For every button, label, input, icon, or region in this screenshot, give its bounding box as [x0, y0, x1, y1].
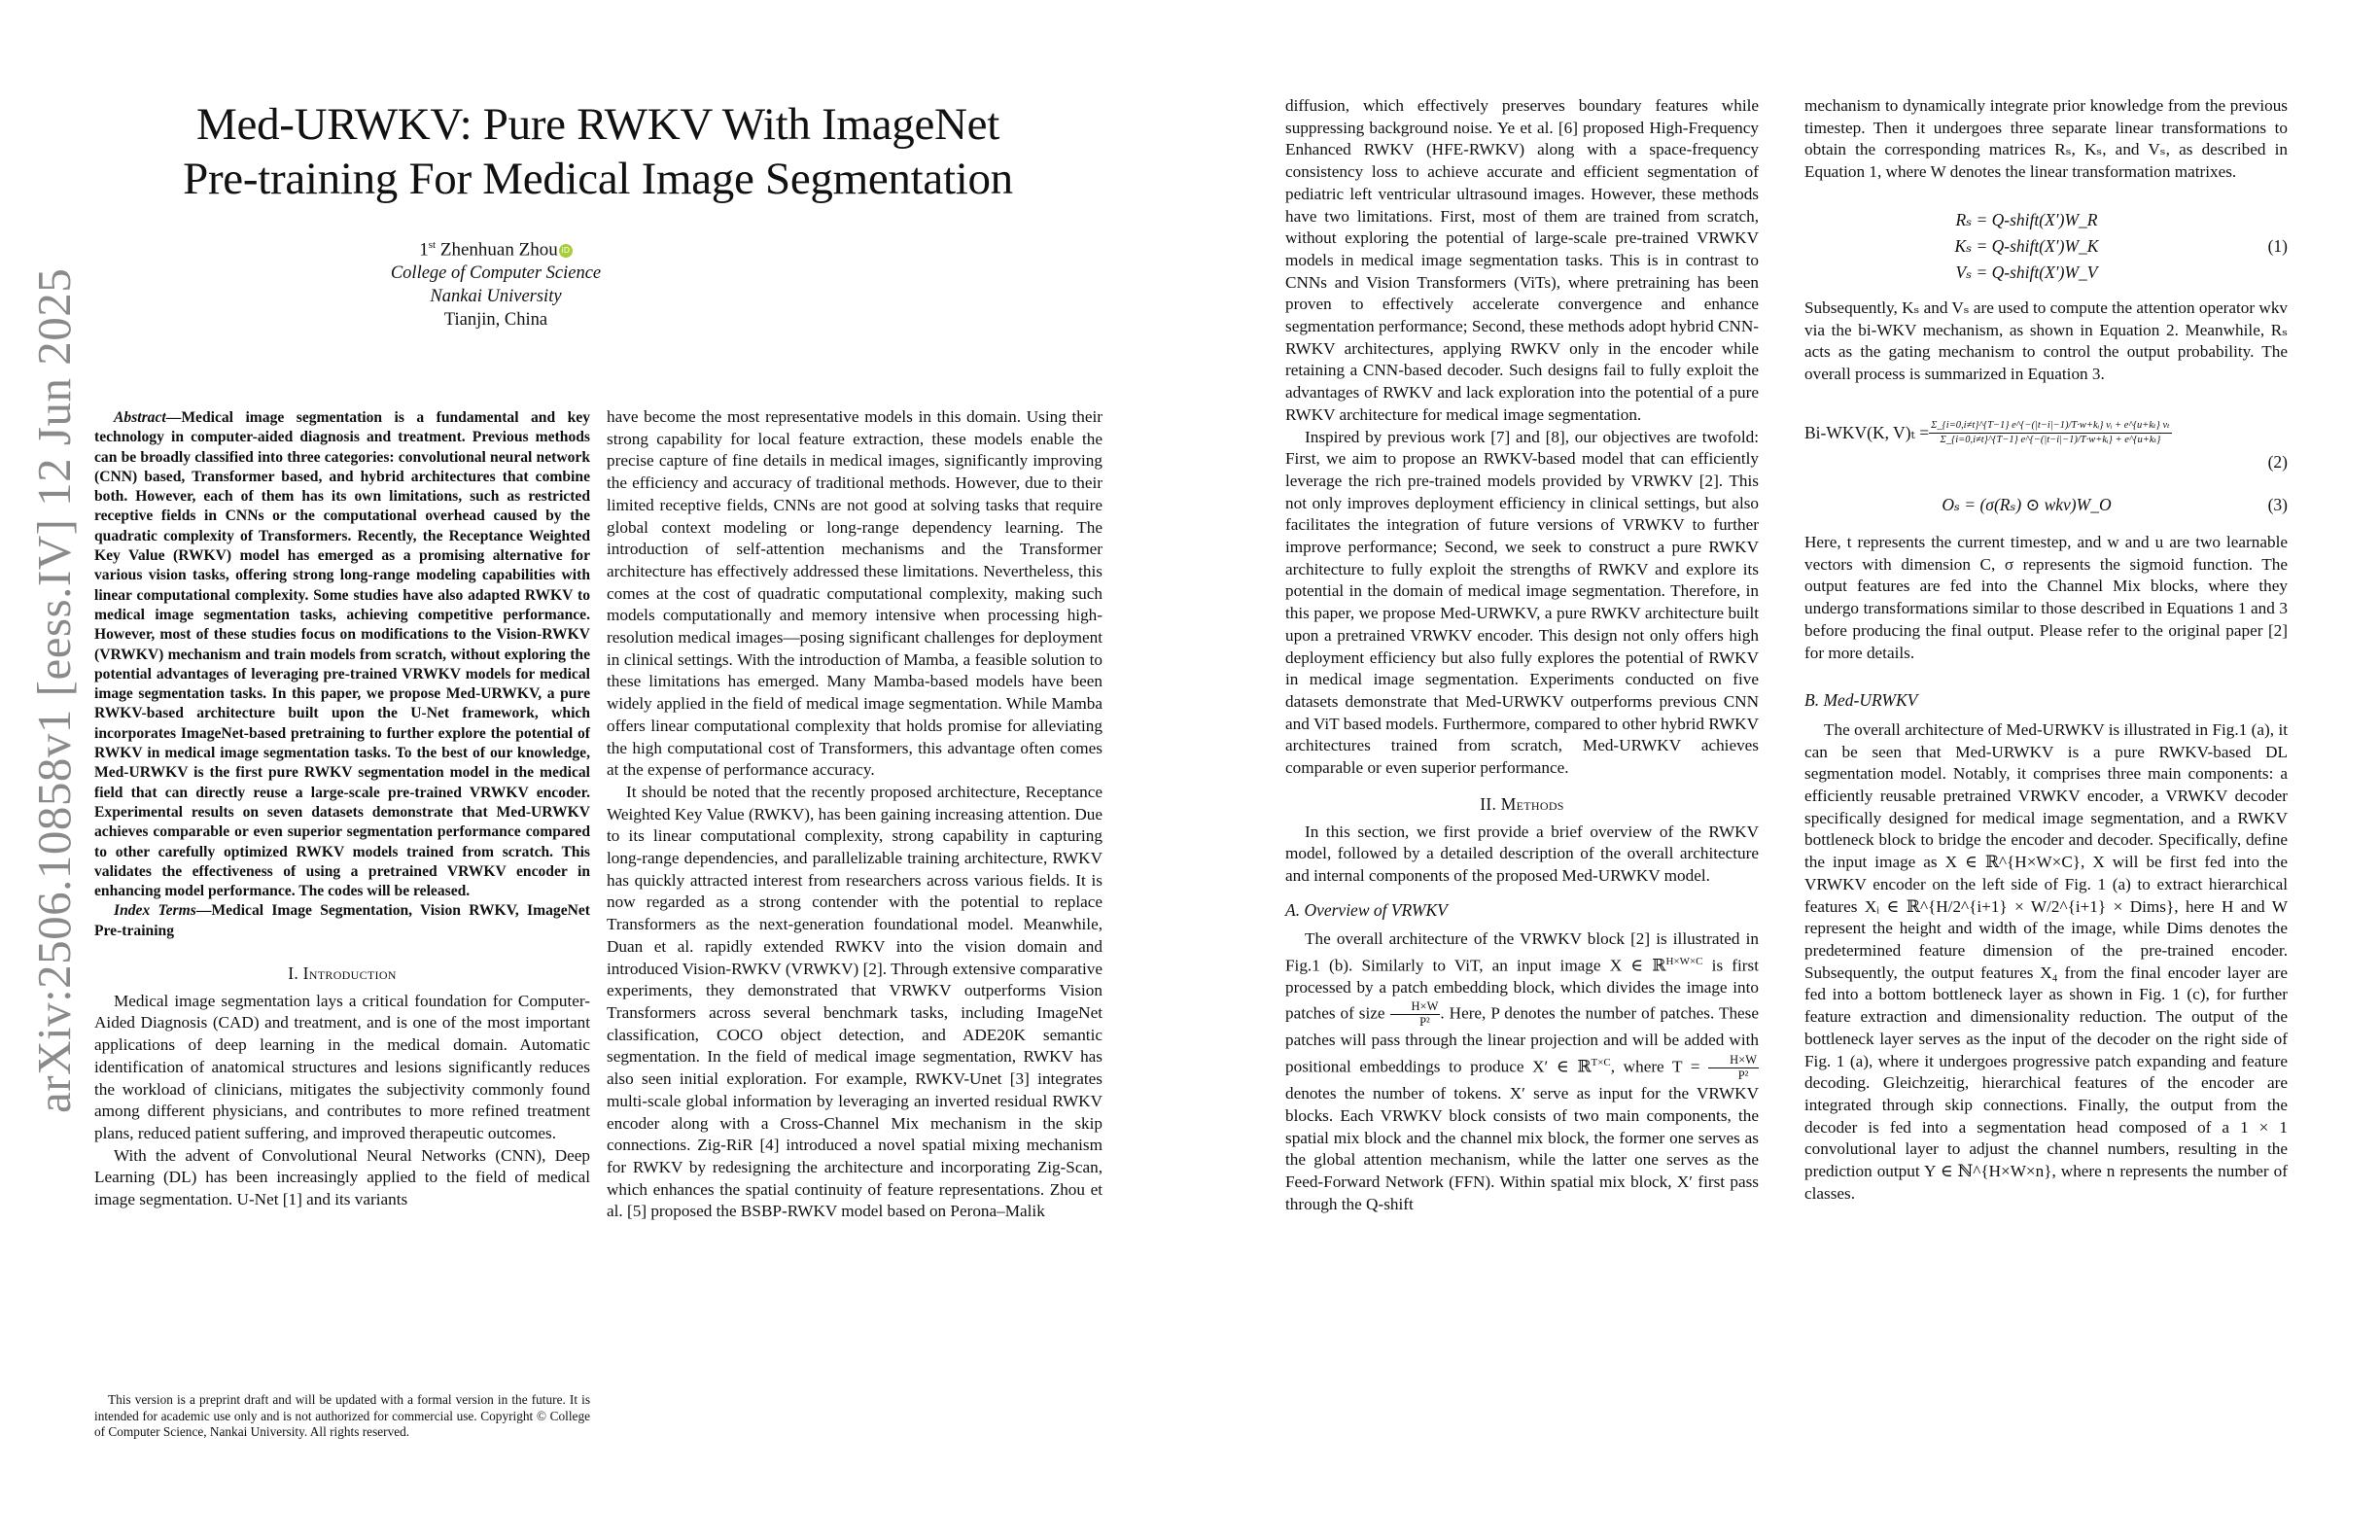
fraction-numerator: H×W: [1390, 999, 1441, 1015]
methods-paragraph-1: In this section, we first provide a brief overview of the RWKV model, followed by a detailed description of the overall architecture and internal components of the proposed Med-URWKV model.: [1285, 822, 1759, 885]
author-ordinal: 1: [419, 239, 429, 261]
intro-paragraph-2-cont: have become the most representative models in this domain. Using their strong capability for local feature extraction, these models enable the precise capture of fine details in medical images, significantly improving the efficiency and accuracy of traditional methods. However, due to their limited receptive fields, CNNs are not good at solving tasks that require global context modeling or long-range dependency learning. The introduction of self-attention mechanisms and the Transformer architecture has effectively addressed these limitations. Nevertheless, this comes at the cost of quadratic computational complexity, making such models computationally and memory intensive when processing high-resolution medical images—posing significant challenges for deployment in clinical settings. With the introduction of Mamba, a feasible solution to these limitations has emerged. Many Mamba-based models have been widely applied in the field of medical image segmentation. While Mamba offers linear computational complexity that holds promise for alleviating the high computational cost of Transformers, this advantage often comes at the expense of performance accuracy.: [607, 407, 1102, 780]
arxiv-stamp: arXiv:2506.10858v1 [eess.IV] 12 Jun 2025: [27, 267, 81, 1113]
equation-3-number: (3): [2267, 495, 2288, 515]
intro-paragraph-3: It should be noted that the recently proposed architecture, Receptance Weighted Key Value (RWKV), has been gaining increasing attention. Due to its linear computational complexity, strong capability in capturing long-range dependencies, and parallelizable training architecture, RWKV has quickly attracted interest from researchers across various fields. It is now regarded as a strong contender with the potential to replace Transformers as the next-generation foundational model. Meanwhile, Duan et al. rapidly extended RWKV into the vision domain and introduced Vision-RWKV (VRWKV) [2]. Through extensive comparative experiments, they demonstrated that VRWKV outperforms Vision Transformers across several benchmark tasks, including ImageNet classification, COCO object detection, and ADE20K semantic segmentation. In the field of medical image segmentation, RWKV has also seen initial exploration. For example, RWKV-Unet [3] integrates multi-scale global information by leveraging an inverted residual RWKV encoder along with a Cross-Channel Mix mechanism in the skip connections. Zig-RiR [4] introduced a novel spatial mixing mechanism for RWKV by redesigning the architecture and incorporating Zig-Scan, which enhances the spatial continuity of feature representations. Zhou et al. [5] proposed the BSBP-RWKV model based on Perona–Malik: [607, 782, 1102, 1221]
author-location: Tianjin, China: [443, 310, 548, 331]
equation-1-line-r: Rₛ = Q-shift(X′)W_R: [1955, 209, 2098, 229]
equation-2-fraction: [1929, 419, 2172, 447]
overview-paragraph: [1285, 928, 1759, 1215]
fraction-denominator: P²: [1419, 1015, 1430, 1030]
orcid-icon[interactable]: iD: [559, 244, 573, 258]
paper-title: [117, 97, 1079, 206]
section-heading-introduction: I. Introduction: [288, 963, 397, 984]
author-affiliation-university: Nankai University: [430, 287, 562, 307]
equation-1-body: [1804, 207, 2249, 286]
tokens-fraction: [1708, 1053, 1759, 1083]
equation-2-lhs: Bi-WKV(K, V)ₜ =: [1804, 422, 1930, 442]
title-line-2: Pre-training For Medical Image Segmentation: [183, 154, 1013, 204]
section-heading-methods: II. Methods: [1480, 793, 1564, 814]
fraction-denominator: P²: [1737, 1068, 1749, 1083]
page2-column-left: [1285, 95, 1759, 1215]
overview-text-3: . Here, P denotes the number of patches. These patches will pass through the linear projection and will be added with positional embeddings to produce X′ ∈ ℝ: [1285, 1003, 1759, 1076]
qshift-paragraph: mechanism to dynamically integrate prior knowledge from the previous timestep. Then it undergoes three separate linear transformations to obtain the corresponding matrices Rₛ, Kₛ, and Vₛ, as described in Equation 1, where W denotes the linear transformation matrixes.: [1804, 96, 2288, 182]
equation-2: [1804, 419, 2288, 447]
index-terms-text: —Medical Image Segmentation, Vision RWKV, ImageNet Pre-training: [94, 902, 590, 939]
intro-paragraph-4: Inspired by previous work [7] and [8], our objectives are twofold: First, we aim to propose an RWKV-based model that can efficiently leverage the rich pre-trained models provided by VRWKV [2]. This not only improves deployment efficiency in clinical settings, but also facilitates the integration of future versions of VRWKV to further improve performance; Second, we seek to construct a pure RWKV architecture to fully exploit the strengths of RWKV and explore its potential in the domain of medical image segmentation. Therefore, in this paper, we propose Med-URWKV, a pure RWKV architecture built upon a pretrained VRWKV encoder. This design not only offers high deployment efficiency but also fully explores the potential of RWKV in medical image segmentation. Experiments conducted on five datasets demonstrate that Med-URWKV outperforms previous CNN and ViT based models. Furthermore, compared to other hybrid RWKV architectures trained from scratch, Med-URWKV achieves comparable or even superior performance.: [1285, 427, 1759, 778]
overview-text-2: is first processed by a patch embedding block, which divides the image into patches of size: [1285, 956, 1759, 1023]
equation-1-line-k: Kₛ = Q-shift(X′)W_K: [1954, 235, 2099, 256]
author-affiliation-college: College of Computer Science: [390, 263, 602, 284]
variables-paragraph: Here, t represents the current timestep, and w and u are two learnable vectors with dimension C, σ represents the sigmoid function. The output features are fed into the Channel Mix blocks, where they undergo transformations similar to those described in Equations 1 and 3 before producing the final output. Please refer to the original paper [2] for more details.: [1804, 533, 2288, 662]
abstract-paragraph: [94, 408, 590, 901]
overview-sup-1: H×W×C: [1665, 956, 1703, 968]
subsection-heading-b: B. Med-URWKV: [1804, 690, 1918, 711]
author-block: [292, 233, 700, 332]
equation-2-numerator: Σ_{i=0,i≠t}^{T−1} e^{−(|t−i|−1)/T·w+kᵢ} vᵢ + e^{u+kₜ} vₜ: [1929, 419, 2172, 434]
abstract: [94, 408, 590, 941]
equation-1-number: (1): [2267, 235, 2288, 256]
index-terms-label: Index Terms: [114, 902, 196, 920]
title-line-1: Med-URWKV: Pure RWKV With ImageNet: [196, 99, 999, 150]
index-terms: [94, 901, 590, 941]
abstract-text: —Medical image segmentation is a fundamental and key technology in computer-aided diagnosis and treatment. Previous methods can be broadly classified into three categories: convolutional neural network (CNN) based, Transformer based, and hybrid architectures that combine both. However, each of them has its own limitations, such as restricted receptive fields in CNNs or the computational overhead caused by the quadratic complexity of Transformers. Recently, the Receptance Weighted Key Value (RWKV) model has emerged as a promising alternative for various vision tasks, offering strong long-range modeling capabilities with linear computational complexity. Some studies have also adapted RWKV to medical image segmentation tasks, achieving competitive performance. However, most of these studies focus on modifications to the Vision-RWKV (VRWKV) mechanism and train models from scratch, without exploring the potential advantages of leveraging pre-trained VRWKV models for medical image segmentation tasks. In this paper, we propose Med-URWKV, a pure RWKV-based architecture built upon the U-Net framework, which incorporates ImageNet-based pretraining to further explore the potential of RWKV in medical image segmentation tasks. To the best of our knowledge, Med-URWKV is the first pure RWKV segmentation model in the medical field that can directly reuse a large-scale pre-trained VRWKV encoder. Experimental results on seven datasets demonstrate that Med-URWKV achieves comparable or even superior segmentation performance compared to other carefully optimized RWKV models trained from scratch. This validates the effectiveness of using a pretrained VRWKV encoder in enhancing model performance. The codes will be released.: [94, 409, 590, 900]
overview-text-1: The overall architecture of the VRWKV block [2] is illustrated in Fig.1 (b). Similarly to ViT, an input image X ∈ ℝ: [1285, 929, 1759, 975]
footnote-text: This version is a preprint draft and will be updated with a formal version in the future. It is intended for academic use only and is not authorized for commercial use. Copyright © College of Computer Science, Nankai University. All rights reserved.: [94, 1392, 590, 1439]
med-urwkv-paragraph: The overall architecture of Med-URWKV is illustrated in Fig.1 (a), it can be seen that Med-URWKV is a pure RWKV-based DL segmentation model. Notably, it comprises three main components: a efficiently reusable pretrained VRWKV encoder, a VRWKV decoder specifically designed for medical image segmentation, and a RWKV bottleneck block to bridge the encoder and decoder. Specifically, define the input image as X ∈ ℝ^{H×W×C}, X will be first fed into the VRWKV encoder on the left side of Fig. 1 (a) to extract hierarchical features Xᵢ ∈ ℝ^{H/2^{i+1} × W/2^{i+1} × Dims}, here H and W represent the height and width of the image, while Dims denotes the predetermined feature dimension of the pre-trained encoder. Subsequently, the output features X₄ from the final encoder layer are fed into a bottom bottleneck layer as shown in Fig. 1 (c), for further feature extraction and dimensionality reduction. The output of the bottleneck layer serves as the input of the decoder on the right side of Fig. 1 (a), where it undergoes progressive patch expanding and feature decoding. Gleichzeitig, hierarchical features of the encoder are integrated through skip connections. Finally, the output from the decoder is fed into a segmentation head composed of a 1 × 1 convolutional layer to adjust the channel numbers, resulting in the prediction output Y ∈ ℕ^{H×W×n}, where n represents the number of classes.: [1804, 719, 2288, 1203]
equation-3-body: Oₛ = (σ(Rₛ) ⊙ wkv)W_O: [1942, 495, 2112, 515]
overview-text-5: denotes the number of tokens. X′ serve as input for the VRWKV blocks. Each VRWKV block consists of two main components, the spatial mix block and the channel mix block, the former one serves as the global attention mechanism, while the latter one serves as the Feed-Forward Network (FFN). Within spatial mix block, X′ first pass through the Q-shift: [1285, 1084, 1759, 1213]
footnote: [94, 1392, 590, 1441]
equation-1-line-v: Vₛ = Q-shift(X′)W_V: [1955, 262, 2098, 282]
page2-column-right: [1804, 95, 2288, 1205]
page1-column-left: [94, 408, 590, 1211]
equation-2-denominator: Σ_{i=0,i≠t}^{T−1} e^{−(|t−i|−1)/T·w+kᵢ} + e^{u+kₜ}: [1940, 434, 2161, 445]
overview-text-4: , where T =: [1610, 1057, 1709, 1076]
intro-paragraph-2: With the advent of Convolutional Neural Networks (CNN), Deep Learning (DL) has been increasingly applied to the field of medical image segmentation. U-Net [1] and its variants: [94, 1145, 590, 1209]
patch-size-fraction: [1390, 999, 1441, 1030]
biwkv-paragraph: Subsequently, Kₛ and Vₛ are used to compute the attention operator wkv via the bi-WKV mechanism, as shown in Equation 2. Meanwhile, Rₛ acts as the gating mechanism to control the output probability. The overall process is summarized in Equation 3.: [1804, 298, 2289, 383]
equation-2-number: (2): [2267, 451, 2288, 472]
intro-paragraph-3-cont: diffusion, which effectively preserves boundary features while suppressing background noise. Ye et al. [6] proposed High-Frequency Enhanced RWKV (HFE-RWKV) along with a space-frequency consistency loss to achieve accurate and efficient segmentation of pediatric left ventricular ultrasound images. However, these methods have two limitations. First, most of them are trained from scratch, without exploring the potential of large-scale pre-trained VRWKV models in medical image segmentation tasks. This is in contrast to CNNs and Vision Transformers (ViTs), where pretraining has been proven to effectively accelerate convergence and enhance segmentation performance; Second, these methods adopt hybrid CNN-RWKV architectures, applying RWKV only in the encoder while retaining a CNN-based decoder. Such designs fail to fully exploit the advantages of RWKV and lack exploration into the potential of a pure RWKV architecture for medical image segmentation.: [1285, 96, 1759, 424]
intro-paragraph-1: Medical image segmentation lays a critical foundation for Computer-Aided Diagnosis (CAD) and treatment, and is one of the most important applications of deep learning in the medical domain. Automatic identification of anatomical structures and lesions significantly reduces the workload of clinicians, mitigates the subjectivity commonly found among different physicians, and contributes to more refined treatment plans, reduced patient suffering, and improved therapeutic outcomes.: [94, 991, 590, 1142]
subsection-heading-a: A. Overview of VRWKV: [1285, 899, 1448, 920]
author-name-line: [292, 233, 700, 262]
author-ordinal-sup: st: [428, 239, 437, 251]
fraction-numerator: H×W: [1708, 1053, 1759, 1068]
equation-1: [1804, 207, 2288, 286]
author-name: Zhenhuan Zhou: [439, 239, 558, 261]
overview-sup-2: T×C: [1591, 1056, 1611, 1068]
equation-3: [1804, 494, 2288, 516]
abstract-label: Abstract: [114, 409, 166, 426]
page1-column-right: [607, 406, 1102, 1223]
